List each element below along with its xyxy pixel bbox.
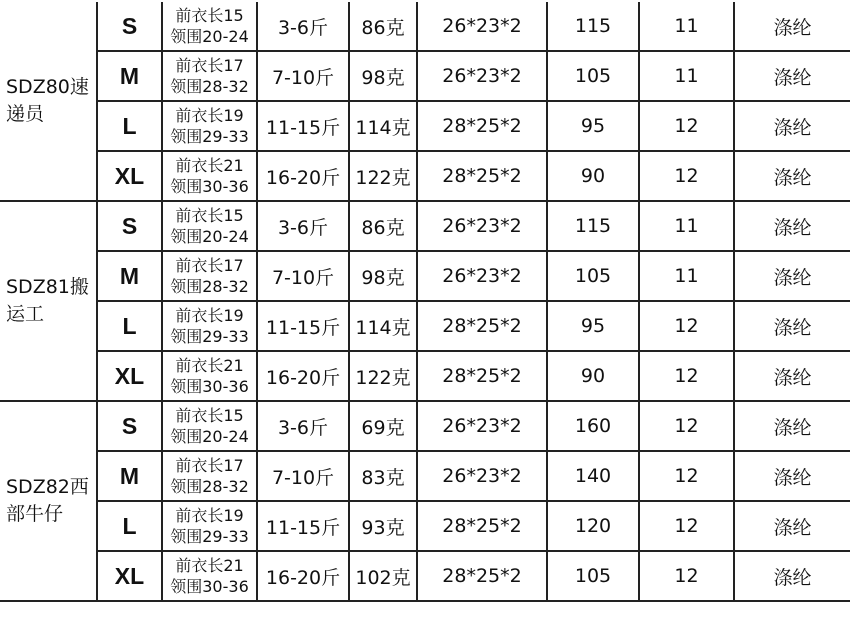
front-length-text: 前衣长21 — [175, 556, 244, 575]
dimensions-cell — [162, 351, 257, 401]
package-size-cell: 26*23*2 — [417, 451, 547, 501]
neck-girth-text: 领围28-32 — [170, 477, 249, 496]
dimensions-cell — [162, 51, 257, 101]
front-length-text: 前衣长15 — [175, 206, 244, 225]
size-cell: S — [97, 2, 162, 51]
material-cell: 涤纶 — [734, 251, 850, 301]
product-weight-cell: 114克 — [349, 301, 417, 351]
front-length-text: 前衣长15 — [175, 406, 244, 425]
size-cell: XL — [97, 351, 162, 401]
quantity-cell: 105 — [547, 251, 639, 301]
product-weight-cell: 83克 — [349, 451, 417, 501]
dimensions-cell — [162, 201, 257, 251]
material-cell: 涤纶 — [734, 451, 850, 501]
table-row — [0, 551, 850, 601]
count-cell: 12 — [639, 501, 734, 551]
table-row — [0, 151, 850, 201]
front-length-text: 前衣长19 — [175, 106, 244, 125]
pet-weight-cell: 7-10斤 — [257, 451, 349, 501]
pet-weight-cell: 11-15斤 — [257, 301, 349, 351]
material-cell: 涤纶 — [734, 201, 850, 251]
neck-girth-text: 领围29-33 — [170, 127, 249, 146]
dimensions-cell — [162, 301, 257, 351]
product-weight-cell: 86克 — [349, 201, 417, 251]
table-row — [0, 301, 850, 351]
table-row — [0, 501, 850, 551]
package-size-cell: 28*25*2 — [417, 151, 547, 201]
front-length-text: 前衣长21 — [175, 356, 244, 375]
quantity-cell: 120 — [547, 501, 639, 551]
front-length-text: 前衣长19 — [175, 506, 244, 525]
quantity-cell: 105 — [547, 51, 639, 101]
dimensions-cell — [162, 501, 257, 551]
neck-girth-text: 领围28-32 — [170, 277, 249, 296]
table-row — [0, 201, 850, 251]
product-weight-cell: 93克 — [349, 501, 417, 551]
front-length-text: 前衣长19 — [175, 306, 244, 325]
front-length-text: 前衣长17 — [175, 456, 244, 475]
size-cell: XL — [97, 551, 162, 601]
pet-weight-cell: 11-15斤 — [257, 101, 349, 151]
count-cell: 12 — [639, 301, 734, 351]
material-cell: 涤纶 — [734, 2, 850, 51]
model-name-cell: SDZ80速递员 — [0, 2, 97, 201]
material-cell: 涤纶 — [734, 401, 850, 451]
quantity-cell: 115 — [547, 201, 639, 251]
size-cell: S — [97, 201, 162, 251]
neck-girth-text: 领围30-36 — [170, 377, 249, 396]
pet-weight-cell: 3-6斤 — [257, 201, 349, 251]
size-cell: M — [97, 251, 162, 301]
material-cell: 涤纶 — [734, 501, 850, 551]
dimensions-cell — [162, 151, 257, 201]
package-size-cell: 28*25*2 — [417, 551, 547, 601]
count-cell: 11 — [639, 251, 734, 301]
count-cell: 12 — [639, 351, 734, 401]
pet-weight-cell: 3-6斤 — [257, 2, 349, 51]
pet-weight-cell: 16-20斤 — [257, 351, 349, 401]
table-row — [0, 351, 850, 401]
table-row — [0, 51, 850, 101]
model-name-cell: SDZ81搬运工 — [0, 201, 97, 401]
size-cell: L — [97, 501, 162, 551]
product-weight-cell: 86克 — [349, 2, 417, 51]
package-size-cell: 28*25*2 — [417, 301, 547, 351]
material-cell: 涤纶 — [734, 51, 850, 101]
table-row — [0, 2, 850, 51]
neck-girth-text: 领围28-32 — [170, 77, 249, 96]
front-length-text: 前衣长17 — [175, 56, 244, 75]
product-weight-cell: 98克 — [349, 51, 417, 101]
neck-girth-text: 领围30-36 — [170, 577, 249, 596]
neck-girth-text: 领围20-24 — [170, 227, 249, 246]
size-cell: L — [97, 101, 162, 151]
product-weight-cell: 102克 — [349, 551, 417, 601]
pet-weight-cell: 7-10斤 — [257, 51, 349, 101]
package-size-cell: 26*23*2 — [417, 2, 547, 51]
neck-girth-text: 领围29-33 — [170, 327, 249, 346]
quantity-cell: 90 — [547, 151, 639, 201]
size-cell: M — [97, 51, 162, 101]
material-cell: 涤纶 — [734, 551, 850, 601]
material-cell: 涤纶 — [734, 151, 850, 201]
front-length-text: 前衣长21 — [175, 156, 244, 175]
count-cell: 12 — [639, 101, 734, 151]
package-size-cell: 26*23*2 — [417, 201, 547, 251]
pet-weight-cell: 7-10斤 — [257, 251, 349, 301]
neck-girth-text: 领围29-33 — [170, 527, 249, 546]
size-cell: XL — [97, 151, 162, 201]
size-spec-table — [0, 2, 850, 602]
package-size-cell: 26*23*2 — [417, 251, 547, 301]
material-cell: 涤纶 — [734, 351, 850, 401]
front-length-text: 前衣长15 — [175, 6, 244, 25]
dimensions-cell — [162, 401, 257, 451]
quantity-cell: 95 — [547, 101, 639, 151]
pet-weight-cell: 16-20斤 — [257, 551, 349, 601]
quantity-cell: 140 — [547, 451, 639, 501]
size-cell: S — [97, 401, 162, 451]
quantity-cell: 105 — [547, 551, 639, 601]
product-weight-cell: 122克 — [349, 351, 417, 401]
dimensions-cell — [162, 251, 257, 301]
front-length-text: 前衣长17 — [175, 256, 244, 275]
quantity-cell: 160 — [547, 401, 639, 451]
count-cell: 11 — [639, 51, 734, 101]
material-cell: 涤纶 — [734, 101, 850, 151]
count-cell: 11 — [639, 201, 734, 251]
pet-weight-cell: 3-6斤 — [257, 401, 349, 451]
neck-girth-text: 领围20-24 — [170, 27, 249, 46]
package-size-cell: 26*23*2 — [417, 401, 547, 451]
package-size-cell: 26*23*2 — [417, 51, 547, 101]
package-size-cell: 28*25*2 — [417, 501, 547, 551]
quantity-cell: 115 — [547, 2, 639, 51]
size-cell: L — [97, 301, 162, 351]
dimensions-cell — [162, 551, 257, 601]
neck-girth-text: 领围30-36 — [170, 177, 249, 196]
product-weight-cell: 114克 — [349, 101, 417, 151]
spec-table-body — [0, 2, 850, 601]
count-cell: 11 — [639, 2, 734, 51]
size-cell: M — [97, 451, 162, 501]
pet-weight-cell: 11-15斤 — [257, 501, 349, 551]
table-row — [0, 451, 850, 501]
table-row — [0, 401, 850, 451]
quantity-cell: 95 — [547, 301, 639, 351]
count-cell: 12 — [639, 551, 734, 601]
product-weight-cell: 98克 — [349, 251, 417, 301]
table-row — [0, 251, 850, 301]
count-cell: 12 — [639, 401, 734, 451]
count-cell: 12 — [639, 151, 734, 201]
dimensions-cell — [162, 2, 257, 51]
count-cell: 12 — [639, 451, 734, 501]
table-row — [0, 101, 850, 151]
model-name-cell: SDZ82西部牛仔 — [0, 401, 97, 601]
dimensions-cell — [162, 451, 257, 501]
product-weight-cell: 122克 — [349, 151, 417, 201]
quantity-cell: 90 — [547, 351, 639, 401]
pet-weight-cell: 16-20斤 — [257, 151, 349, 201]
product-weight-cell: 69克 — [349, 401, 417, 451]
neck-girth-text: 领围20-24 — [170, 427, 249, 446]
material-cell: 涤纶 — [734, 301, 850, 351]
package-size-cell: 28*25*2 — [417, 351, 547, 401]
package-size-cell: 28*25*2 — [417, 101, 547, 151]
dimensions-cell — [162, 101, 257, 151]
